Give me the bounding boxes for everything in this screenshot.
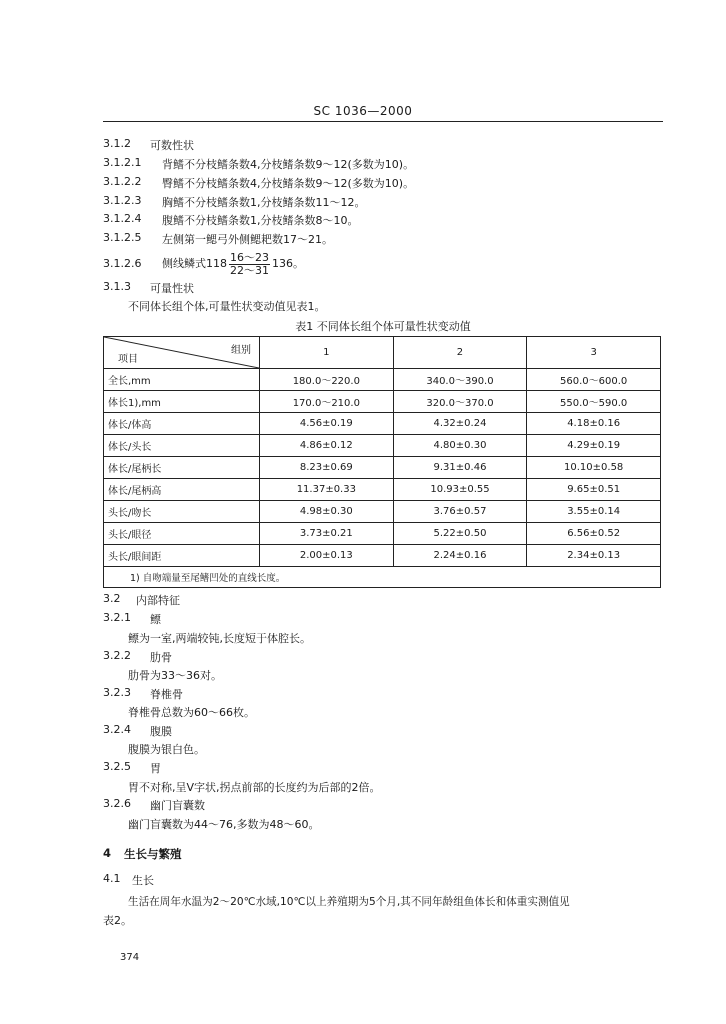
clause-text: 左侧第一鳃弓外侧鳃耙数17～21。	[162, 233, 333, 246]
fraction-denominator: 22～31	[230, 263, 269, 277]
clause-body: 肋骨为33～36对。	[128, 669, 222, 682]
section-4-title: 生长与繁殖	[124, 847, 182, 861]
table-cell: 3.76±0.57	[393, 501, 527, 523]
table-cell: 560.0～600.0	[527, 369, 661, 391]
table-cell: 3.73±0.21	[260, 523, 394, 545]
table-row	[104, 457, 661, 479]
table-row-label: 头长/眼径	[104, 523, 260, 545]
table-cell: 4.18±0.16	[527, 413, 661, 435]
clause-num: 3.1.2.3	[103, 194, 142, 207]
table-row-label: 头长/吻长	[104, 501, 260, 523]
section-4-1-title: 生长	[132, 874, 154, 887]
header-code: SC 1036—2000	[313, 104, 413, 118]
table-cell: 4.80±0.30	[393, 435, 527, 457]
section-3-1-3-title: 可量性状	[150, 282, 194, 295]
table-cell: 340.0～390.0	[393, 369, 527, 391]
table-cell: 8.23±0.69	[260, 457, 394, 479]
table-cell: 550.0～590.0	[527, 391, 661, 413]
clause-body: 鳔为一室,两端较钝,长度短于体腔长。	[128, 632, 311, 645]
clause-num: 3.2.3	[103, 686, 131, 699]
clause-body: 胃不对称,呈V字状,拐点前部的长度约为后部的2倍。	[128, 781, 381, 794]
table-cell: 4.86±0.12	[260, 435, 394, 457]
clause-body: 脊椎骨总数为60～66枚。	[128, 706, 255, 719]
lateral-line-formula	[162, 249, 304, 279]
table-caption: 表1 不同体长组个体可量性状变动值	[295, 320, 471, 333]
clause-num: 3.1.2.6	[103, 257, 142, 270]
section-3-1-3-num: 3.1.3	[103, 280, 131, 293]
section-3-1-3-intro: 不同体长组个体,可量性状变动值见表1。	[128, 300, 326, 313]
table-cell: 320.0～370.0	[393, 391, 527, 413]
header-rule	[103, 121, 663, 122]
section-3-2-num: 3.2	[103, 592, 121, 605]
section-4-1-num: 4.1	[103, 872, 121, 885]
clause-title: 脊椎骨	[150, 688, 183, 701]
table-row-label: 全长,mm	[104, 369, 260, 391]
growth-body-line1: 生活在周年水温为2～20℃水域,10℃以上养殖期为5个月,其不同年龄组鱼体长和体重实测值见	[128, 896, 570, 908]
clause-num: 3.2.6	[103, 797, 131, 810]
corner-label-group: 组别	[231, 345, 251, 356]
clause-num: 3.2.5	[103, 760, 131, 773]
clause-num: 3.2.1	[103, 611, 131, 624]
table-row-label: 体长/头长	[104, 435, 260, 457]
table-cell: 4.32±0.24	[393, 413, 527, 435]
table-cell: 6.56±0.52	[527, 523, 661, 545]
table-cell: 4.56±0.19	[260, 413, 394, 435]
table-header-group-1: 1	[260, 337, 394, 369]
clause-num: 3.1.2.4	[103, 212, 142, 225]
table-row	[104, 413, 661, 435]
clause-title: 幽门盲囊数	[150, 799, 205, 812]
clause-title: 腹膜	[150, 725, 172, 738]
section-3-1-2-num: 3.1.2	[103, 137, 131, 150]
table-row	[104, 523, 661, 545]
table-cell: 5.22±0.50	[393, 523, 527, 545]
clause-text: 腹鳍不分枝鳍条数1,分枝鳍条数8～10。	[162, 214, 359, 227]
table-row	[104, 391, 661, 413]
clause-body: 幽门盲囊数为44～76,多数为48～60。	[128, 818, 320, 831]
clause-num: 3.2.4	[103, 723, 131, 736]
table-cell: 170.0～210.0	[260, 391, 394, 413]
fraction-numerator: 16～23	[230, 250, 269, 264]
page-number: 374	[120, 952, 140, 963]
clause-num: 3.1.2.1	[103, 156, 142, 169]
table-cell: 9.65±0.51	[527, 479, 661, 501]
table-cell: 10.93±0.55	[393, 479, 527, 501]
table-row	[104, 435, 661, 457]
clause-text: 背鳍不分枝鳍条数4,分枝鳍条数9～12(多数为10)。	[162, 158, 415, 171]
table-cell: 10.10±0.58	[527, 457, 661, 479]
table-cell: 180.0～220.0	[260, 369, 394, 391]
table-cell: 4.29±0.19	[527, 435, 661, 457]
table-row-label: 头长/眼间距	[104, 545, 260, 567]
table-header-row	[104, 337, 661, 369]
clause-title: 鳔	[150, 613, 161, 626]
clause-body: 腹膜为银白色。	[128, 743, 205, 756]
clause-num: 3.1.2.5	[103, 231, 142, 244]
table-cell: 4.98±0.30	[260, 501, 394, 523]
table-corner-cell	[104, 337, 260, 369]
table-cell: 2.00±0.13	[260, 545, 394, 567]
table-cell: 2.34±0.13	[527, 545, 661, 567]
clause-num: 3.1.2.2	[103, 175, 142, 188]
section-3-1-2-title: 可数性状	[150, 139, 194, 152]
corner-label-item: 项目	[118, 354, 138, 365]
lateral-line-suffix: 136。	[272, 257, 304, 270]
table-cell: 11.37±0.33	[260, 479, 394, 501]
table-row	[104, 479, 661, 501]
table-cell: 2.24±0.16	[393, 545, 527, 567]
clause-num: 3.2.2	[103, 649, 131, 662]
table-cell: 9.31±0.46	[393, 457, 527, 479]
table-footnote-row	[104, 567, 661, 588]
lateral-line-prefix: 侧线鳞式118	[162, 257, 227, 270]
clause-title: 肋骨	[150, 651, 172, 664]
lateral-line-fraction	[229, 252, 270, 277]
clause-text: 臀鳍不分枝鳍条数4,分枝鳍条数9～12(多数为10)。	[162, 177, 415, 190]
table-cell: 3.55±0.14	[527, 501, 661, 523]
table-row	[104, 369, 661, 391]
measurable-traits-table	[103, 336, 661, 588]
table-row-label: 体长/体高	[104, 413, 260, 435]
table-row-label: 体长1),mm	[104, 391, 260, 413]
section-3-2-title: 内部特征	[136, 594, 180, 607]
growth-body-line2: 表2。	[103, 914, 132, 927]
table-row-label: 体长/尾柄高	[104, 479, 260, 501]
table-header-group-2: 2	[393, 337, 527, 369]
clause-text: 胸鳍不分枝鳍条数1,分枝鳍条数11～12。	[162, 196, 366, 209]
section-4-num: 4	[103, 846, 112, 860]
clause-title: 胃	[150, 762, 161, 775]
table-footnote: 1) 自吻端量至尾鳍凹处的直线长度。	[104, 567, 661, 588]
table-row	[104, 545, 661, 567]
table-header-group-3: 3	[527, 337, 661, 369]
table-row	[104, 501, 661, 523]
table-row-label: 体长/尾柄长	[104, 457, 260, 479]
